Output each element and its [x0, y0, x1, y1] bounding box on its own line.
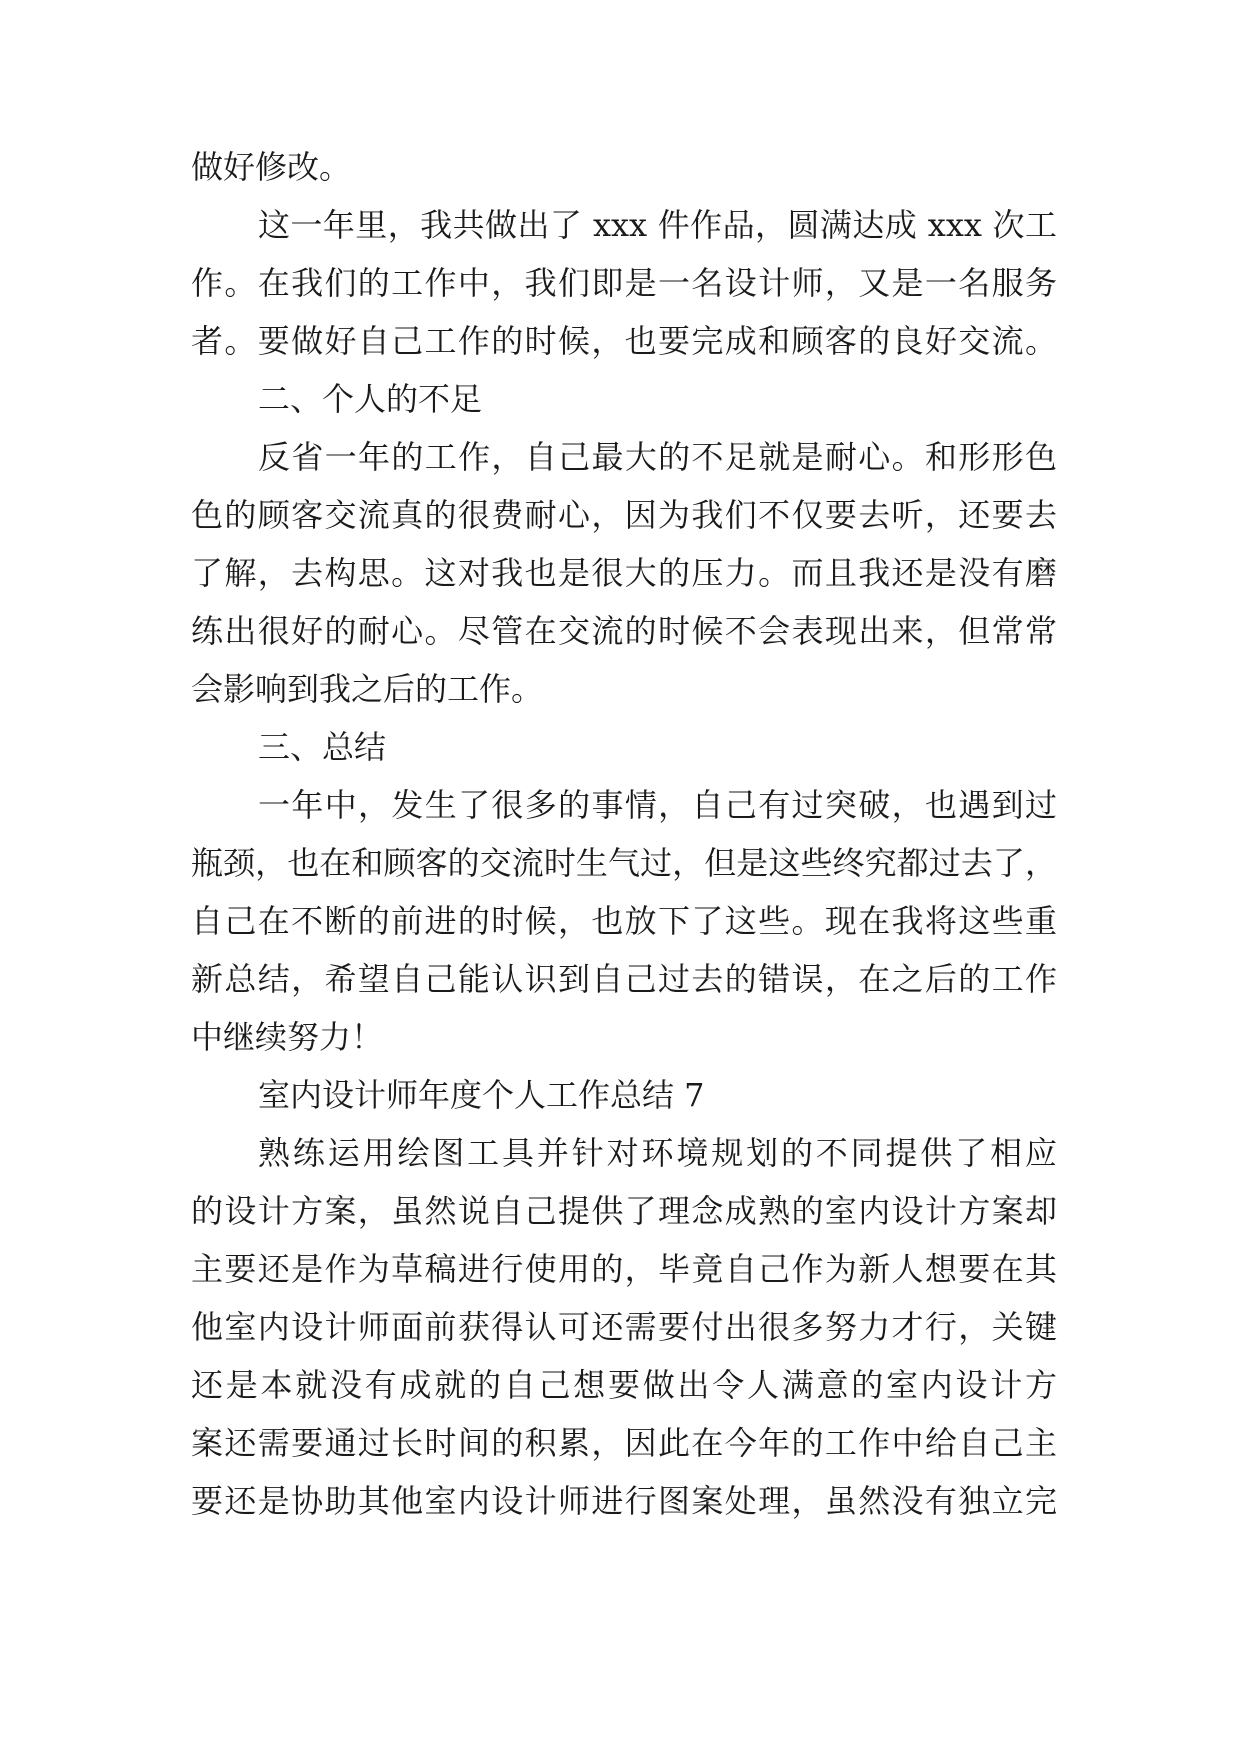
- text-line: [0, 543, 1241, 603]
- line-text: 练出很好的耐心。尽管在交流的时候不会表现出来，但常常: [191, 612, 1057, 650]
- section-heading: [0, 1065, 1241, 1125]
- text-line: [0, 1471, 1241, 1531]
- line-text: 熟练运用绘图工具并针对环境规划的不同提供了相应: [258, 1134, 1057, 1172]
- text-line: [0, 485, 1241, 545]
- text-line: [0, 427, 1241, 487]
- text-line: [0, 253, 1241, 313]
- line-text: 者。要做好自己工作的时候，也要完成和顾客的良好交流。: [191, 322, 1057, 360]
- text-line: [0, 1239, 1241, 1299]
- text-line: [0, 1123, 1241, 1183]
- line-text: 新总结，希望自己能认识到自己过去的错误，在之后的工作: [191, 960, 1057, 998]
- heading-text: 二、个人的不足: [258, 380, 483, 418]
- text-line: [0, 1413, 1241, 1473]
- text-line: [0, 1355, 1241, 1415]
- line-text: 要还是协助其他室内设计师进行图案处理，虽然没有独立完: [191, 1482, 1057, 1520]
- line-text: 这一年里，我共做出了 xxx 件作品，圆满达成 xxx 次工: [258, 206, 1057, 244]
- line-text: 做好修改。: [191, 148, 352, 186]
- line-text: 他室内设计师面前获得认可还需要付出很多努力才行，关键: [191, 1308, 1057, 1346]
- line-text: 了解，去构思。这对我也是很大的压力。而且我还是没有磨: [191, 554, 1057, 592]
- text-line: [0, 601, 1241, 661]
- heading-text: 三、总结: [258, 728, 387, 766]
- text-line: [0, 1007, 1241, 1067]
- text-line: [0, 1297, 1241, 1357]
- text-line: [0, 1181, 1241, 1241]
- line-text: 作。在我们的工作中，我们即是一名设计师，又是一名服务: [191, 264, 1057, 302]
- text-line: [0, 659, 1241, 719]
- text-line: [0, 949, 1241, 1009]
- line-text: 的设计方案，虽然说自己提供了理念成熟的室内设计方案却: [191, 1192, 1057, 1230]
- line-text: 色的顾客交流真的很费耐心，因为我们不仅要去听，还要去: [191, 496, 1057, 534]
- text-line: [0, 891, 1241, 951]
- text-line: [0, 775, 1241, 835]
- line-text: 案还需要通过长时间的积累，因此在今年的工作中给自己主: [191, 1424, 1057, 1462]
- heading-text: 室内设计师年度个人工作总结 7: [258, 1076, 705, 1114]
- line-text: 一年中，发生了很多的事情，自己有过突破，也遇到过: [258, 786, 1057, 824]
- text-line: [0, 137, 1241, 197]
- line-text: 会影响到我之后的工作。: [191, 670, 544, 708]
- line-text: 反省一年的工作，自己最大的不足就是耐心。和形形色: [258, 438, 1057, 476]
- text-line: [0, 833, 1241, 893]
- section-heading: [0, 717, 1241, 777]
- line-text: 瓶颈，也在和顾客的交流时生气过，但是这些终究都过去了，: [191, 844, 1057, 882]
- line-text: 主要还是作为草稿进行使用的，毕竟自己作为新人想要在其: [191, 1250, 1057, 1288]
- text-line: [0, 311, 1241, 371]
- line-text: 中继续努力！: [191, 1018, 384, 1056]
- text-line: [0, 195, 1241, 255]
- section-heading: [0, 369, 1241, 429]
- line-text: 自己在不断的前进的时候，也放下了这些。现在我将这些重: [191, 902, 1057, 940]
- line-text: 还是本就没有成就的自己想要做出令人满意的室内设计方: [191, 1366, 1057, 1404]
